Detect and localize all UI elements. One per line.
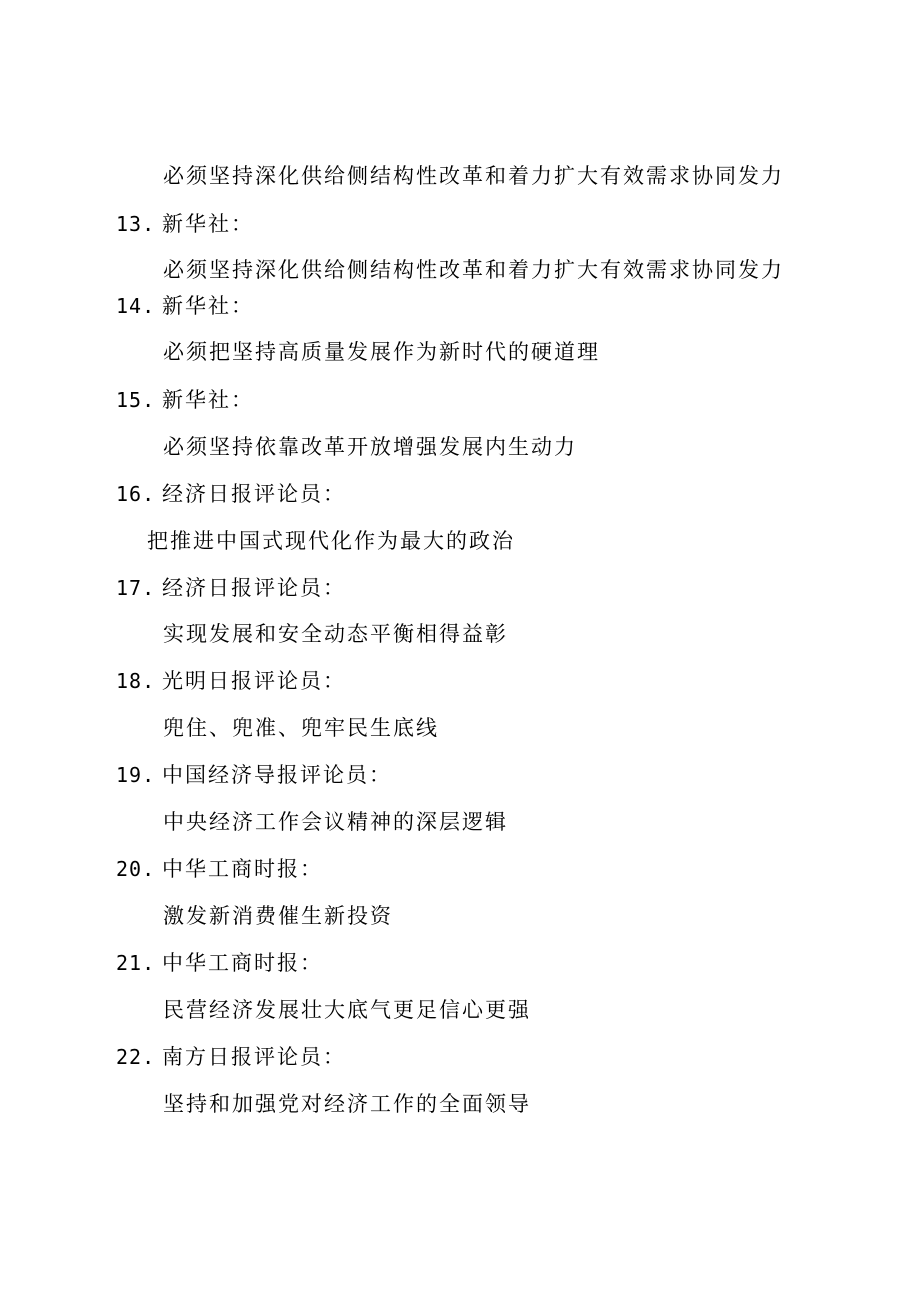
entry-source: 新华社： (162, 212, 254, 236)
entry-number: 13. (116, 212, 156, 236)
entry-source: 中华工商时报： (162, 951, 323, 975)
entry-source: 中国经济导报评论员： (162, 763, 392, 787)
entry-source: 中华工商时报： (162, 857, 323, 881)
entry-number: 20. (116, 857, 156, 881)
entry-number: 18. (116, 669, 156, 693)
entry-number: 16. (116, 482, 156, 506)
entry-title: 激发新消费催生新投资 (163, 904, 393, 928)
entry-source: 新华社： (162, 388, 254, 412)
entry-title: 把推进中国式现代化作为最大的政治 (147, 529, 515, 553)
entry-number: 19. (116, 763, 156, 787)
entry-title: 必须把坚持高质量发展作为新时代的硬道理 (163, 340, 600, 364)
entry-title: 坚持和加强党对经济工作的全面领导 (163, 1092, 531, 1116)
entry-number: 15. (116, 388, 156, 412)
entry-title: 必须坚持依靠改革开放增强发展内生动力 (163, 435, 577, 459)
entry-number: 22. (116, 1045, 156, 1069)
lead-article-title: 必须坚持深化供给侧结构性改革和着力扩大有效需求协同发力 (163, 164, 784, 188)
entry-source: 经济日报评论员： (162, 576, 346, 600)
entry-source: 光明日报评论员： (162, 669, 346, 693)
entry-title: 兜住、兜准、兜牢民生底线 (163, 716, 439, 740)
entry-title: 中央经济工作会议精神的深层逻辑 (163, 810, 508, 834)
entry-source: 经济日报评论员： (162, 482, 346, 506)
entry-number: 14. (116, 294, 156, 318)
entry-number: 21. (116, 951, 156, 975)
entry-title: 民营经济发展壮大底气更足信心更强 (163, 998, 531, 1022)
entry-title: 实现发展和安全动态平衡相得益彰 (163, 622, 508, 646)
entry-source: 南方日报评论员： (162, 1045, 346, 1069)
entry-number: 17. (116, 576, 156, 600)
entry-source: 新华社： (162, 294, 254, 318)
entry-title: 必须坚持深化供给侧结构性改革和着力扩大有效需求协同发力 (163, 258, 784, 282)
